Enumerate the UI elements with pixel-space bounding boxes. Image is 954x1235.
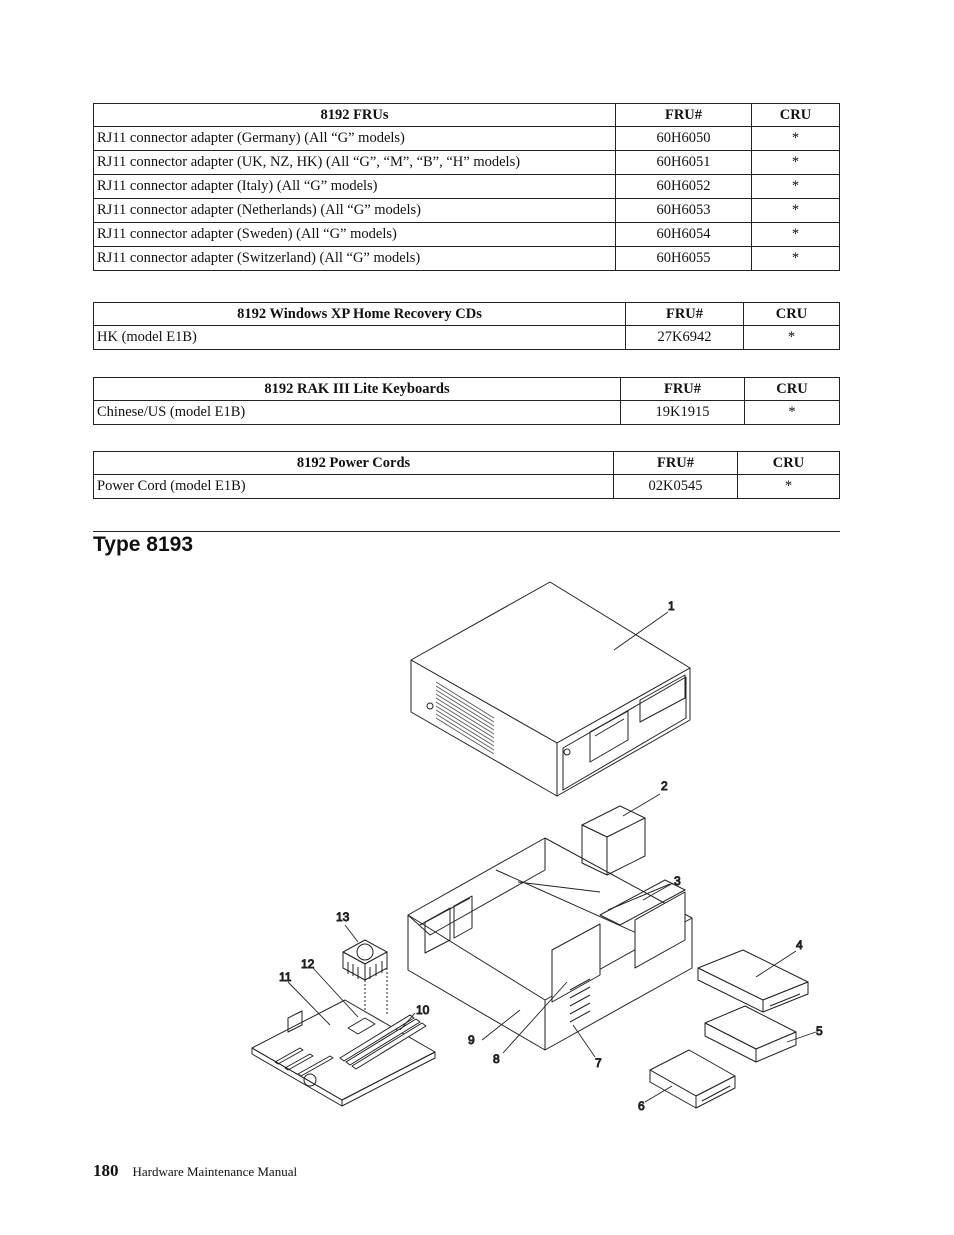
- table-row: [94, 401, 840, 425]
- exploded-view-diagram: [240, 570, 840, 1120]
- table-header-row: [94, 303, 840, 326]
- part-description: RJ11 connector adapter (Germany) (All “G” models): [94, 127, 616, 151]
- table-row: [94, 247, 840, 271]
- callout-4: 4: [796, 938, 803, 952]
- callout-3: 3: [674, 874, 681, 888]
- fru-number: 27K6942: [626, 326, 744, 350]
- table-header-row: [94, 104, 840, 127]
- callout-13: 13: [336, 910, 350, 924]
- table-row: [94, 175, 840, 199]
- system-board-part: [252, 1000, 435, 1106]
- table-row: [94, 199, 840, 223]
- cru-mark: *: [752, 127, 840, 151]
- manual-title: Hardware Maintenance Manual: [132, 1164, 298, 1179]
- page-number: 180: [93, 1161, 119, 1180]
- callout-9: 9: [468, 1033, 475, 1047]
- hard-drive-part: [705, 1006, 796, 1062]
- column-header: FRU#: [616, 104, 752, 127]
- part-description: Chinese/US (model E1B): [94, 401, 621, 425]
- callout-10: 10: [416, 1003, 430, 1017]
- part-description: RJ11 connector adapter (Netherlands) (All “G” models): [94, 199, 616, 223]
- table-row: [94, 151, 840, 175]
- column-header: CRU: [744, 303, 840, 326]
- table-header-row: [94, 378, 840, 401]
- cru-mark: *: [745, 401, 840, 425]
- column-header: CRU: [745, 378, 840, 401]
- callout-8: 8: [493, 1052, 500, 1066]
- section-divider: [93, 531, 840, 532]
- part-description: RJ11 connector adapter (UK, NZ, HK) (All “G”, “M”, “B”, “H” models): [94, 151, 616, 175]
- column-header: 8192 Windows XP Home Recovery CDs: [94, 303, 626, 326]
- cru-mark: *: [752, 151, 840, 175]
- part-description: RJ11 connector adapter (Sweden) (All “G” models): [94, 223, 616, 247]
- fru-number: 60H6052: [616, 175, 752, 199]
- callout-7: 7: [595, 1056, 602, 1070]
- table-row: [94, 127, 840, 151]
- column-header: FRU#: [621, 378, 745, 401]
- part-description: RJ11 connector adapter (Italy) (All “G” models): [94, 175, 616, 199]
- callout-1: 1: [668, 599, 675, 613]
- section-title: Type 8193: [93, 533, 194, 556]
- fru-number: 19K1915: [621, 401, 745, 425]
- callout-2: 2: [661, 779, 668, 793]
- fru-table-recovery-cds: [93, 302, 840, 350]
- cru-mark: *: [752, 199, 840, 223]
- callout-5: 5: [816, 1024, 823, 1038]
- column-header: 8192 RAK III Lite Keyboards: [94, 378, 621, 401]
- callout-11: 11: [279, 970, 292, 984]
- fru-number: 60H6053: [616, 199, 752, 223]
- cru-mark: *: [752, 247, 840, 271]
- cru-mark: *: [744, 326, 840, 350]
- part-description: HK (model E1B): [94, 326, 626, 350]
- cru-mark: *: [738, 475, 840, 499]
- part-description: RJ11 connector adapter (Switzerland) (All “G” models): [94, 247, 616, 271]
- fru-table-keyboards: [93, 377, 840, 425]
- cover-part: [411, 582, 690, 796]
- column-header: CRU: [752, 104, 840, 127]
- power-supply-part: [582, 806, 645, 875]
- callout-6: 6: [638, 1099, 645, 1113]
- table-header-row: [94, 452, 840, 475]
- fru-number: 02K0545: [614, 475, 738, 499]
- column-header: CRU: [738, 452, 840, 475]
- column-header: 8192 Power Cords: [94, 452, 614, 475]
- column-header: FRU#: [614, 452, 738, 475]
- column-header: 8192 FRUs: [94, 104, 616, 127]
- callout-12: 12: [301, 957, 315, 971]
- table-row: [94, 326, 840, 350]
- fru-table-power-cords: [93, 451, 840, 499]
- fru-number: 60H6051: [616, 151, 752, 175]
- cru-mark: *: [752, 223, 840, 247]
- diskette-drive-part: [650, 1050, 735, 1108]
- fru-number: 60H6055: [616, 247, 752, 271]
- page-footer: [93, 1161, 297, 1181]
- fru-table-8192-frus: [93, 103, 840, 271]
- fru-number: 60H6054: [616, 223, 752, 247]
- optical-drive-part: [698, 950, 808, 1012]
- part-description: Power Cord (model E1B): [94, 475, 614, 499]
- column-header: FRU#: [626, 303, 744, 326]
- table-row: [94, 223, 840, 247]
- chassis-part: [408, 838, 692, 1050]
- table-row: [94, 475, 840, 499]
- cru-mark: *: [752, 175, 840, 199]
- fru-number: 60H6050: [616, 127, 752, 151]
